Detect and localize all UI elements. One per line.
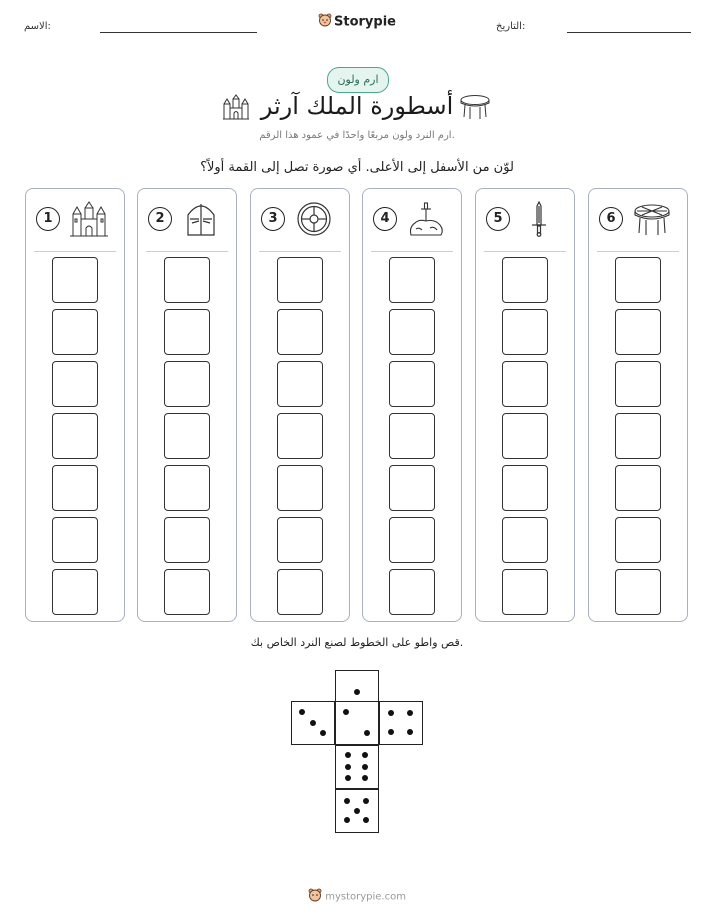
bear-footer-icon — [308, 888, 322, 905]
color-square[interactable] — [502, 465, 548, 511]
color-square[interactable] — [52, 413, 98, 459]
color-square[interactable] — [389, 361, 435, 407]
color-square[interactable] — [277, 413, 323, 459]
color-square[interactable] — [164, 569, 210, 615]
color-square[interactable] — [502, 413, 548, 459]
footer-url[interactable]: mystorypie.com — [325, 891, 406, 903]
dice-pip — [362, 752, 368, 758]
dice-face-5 — [335, 789, 379, 833]
worksheet-instruction: لوّن من الأسفل إلى الأعلى. أي صورة تصل إلى القمة أولاً؟ — [200, 160, 514, 175]
round-shield-icon — [295, 201, 333, 237]
color-square[interactable] — [277, 257, 323, 303]
dice-face-3 — [291, 701, 335, 745]
dice-pip — [364, 730, 370, 736]
color-square[interactable] — [277, 361, 323, 407]
column-header — [26, 189, 124, 251]
color-square[interactable] — [52, 569, 98, 615]
color-square[interactable] — [389, 569, 435, 615]
dice-face-4 — [379, 701, 423, 745]
column-divider — [259, 251, 341, 252]
color-square[interactable] — [277, 465, 323, 511]
color-square[interactable] — [52, 361, 98, 407]
color-square[interactable] — [389, 517, 435, 563]
column-header — [251, 189, 349, 251]
knight-helmet-icon — [182, 201, 220, 237]
activity-badge: ارم ولون — [327, 67, 389, 93]
column-4 — [362, 188, 462, 622]
dice-face-2 — [335, 701, 379, 745]
round-table-icon — [633, 201, 671, 237]
column-number: 3 — [261, 207, 285, 231]
color-square[interactable] — [615, 257, 661, 303]
color-square[interactable] — [389, 309, 435, 355]
bear-logo-icon — [318, 13, 332, 31]
column-2 — [137, 188, 237, 622]
color-square[interactable] — [277, 309, 323, 355]
dice-instruction: قص واطو على الخطوط لصنع النرد الخاص بك. — [250, 636, 464, 649]
footer — [0, 888, 714, 905]
column-divider — [146, 251, 228, 252]
color-square[interactable] — [389, 257, 435, 303]
column-1 — [25, 188, 125, 622]
color-square[interactable] — [615, 465, 661, 511]
column-number: 2 — [148, 207, 172, 231]
color-square[interactable] — [164, 257, 210, 303]
column-number: 6 — [599, 207, 623, 231]
color-square[interactable] — [502, 309, 548, 355]
dice-pip — [362, 775, 368, 781]
worksheet-subtitle: ارم النرد ولون مربعًا واحدًا في عمود هذا الرقم. — [259, 130, 455, 141]
dice-face-6 — [335, 745, 379, 789]
color-square[interactable] — [164, 517, 210, 563]
color-square[interactable] — [615, 569, 661, 615]
color-square[interactable] — [277, 569, 323, 615]
column-header — [589, 189, 687, 251]
column-number: 5 — [486, 207, 510, 231]
dice-pip — [344, 817, 350, 823]
dice-pip — [407, 710, 413, 716]
color-square[interactable] — [615, 309, 661, 355]
column-divider — [484, 251, 566, 252]
dice-pip — [388, 710, 394, 716]
color-square[interactable] — [52, 257, 98, 303]
dice-pip — [388, 729, 394, 735]
column-number: 4 — [373, 207, 397, 231]
color-square[interactable] — [502, 361, 548, 407]
column-6 — [588, 188, 688, 622]
color-square[interactable] — [615, 517, 661, 563]
color-square[interactable] — [615, 361, 661, 407]
dice-pip — [320, 730, 326, 736]
date-label: التاريخ: — [496, 21, 526, 32]
round-table-title-icon — [459, 94, 491, 120]
column-header — [363, 189, 461, 251]
dice-pip — [363, 798, 369, 804]
color-square[interactable] — [52, 517, 98, 563]
column-3 — [250, 188, 350, 622]
column-number: 1 — [36, 207, 60, 231]
date-line[interactable] — [567, 32, 691, 33]
color-square[interactable] — [502, 517, 548, 563]
dice-pip — [345, 775, 351, 781]
column-divider — [597, 251, 679, 252]
sword-icon — [520, 201, 558, 237]
color-square[interactable] — [502, 257, 548, 303]
color-square[interactable] — [389, 413, 435, 459]
color-square[interactable] — [164, 361, 210, 407]
brand-logo — [0, 13, 714, 31]
color-square[interactable] — [52, 465, 98, 511]
worksheet-title: أسطورة الملك آرثر — [260, 92, 454, 120]
color-square[interactable] — [389, 465, 435, 511]
color-square[interactable] — [502, 569, 548, 615]
color-square[interactable] — [615, 413, 661, 459]
color-square[interactable] — [164, 465, 210, 511]
dice-pip — [354, 808, 360, 814]
dice-pip — [345, 752, 351, 758]
dice-pip — [407, 729, 413, 735]
color-square[interactable] — [164, 413, 210, 459]
name-line[interactable] — [100, 32, 257, 33]
column-divider — [371, 251, 453, 252]
dice-pip — [345, 764, 351, 770]
dice-pip — [310, 720, 316, 726]
column-header — [138, 189, 236, 251]
dice-pip — [354, 689, 360, 695]
name-label: الاسم: — [24, 21, 51, 32]
color-square[interactable] — [52, 309, 98, 355]
column-divider — [34, 251, 116, 252]
brand-name: Storypie — [334, 14, 396, 30]
dice-pip — [363, 817, 369, 823]
dice-pip — [299, 709, 305, 715]
column-header — [476, 189, 574, 251]
sword-in-stone-icon — [407, 201, 445, 237]
dice-pip — [343, 709, 349, 715]
column-5 — [475, 188, 575, 622]
castle-icon — [70, 201, 108, 237]
dice-pip — [344, 798, 350, 804]
color-square[interactable] — [164, 309, 210, 355]
dice-pip — [362, 764, 368, 770]
color-square[interactable] — [277, 517, 323, 563]
